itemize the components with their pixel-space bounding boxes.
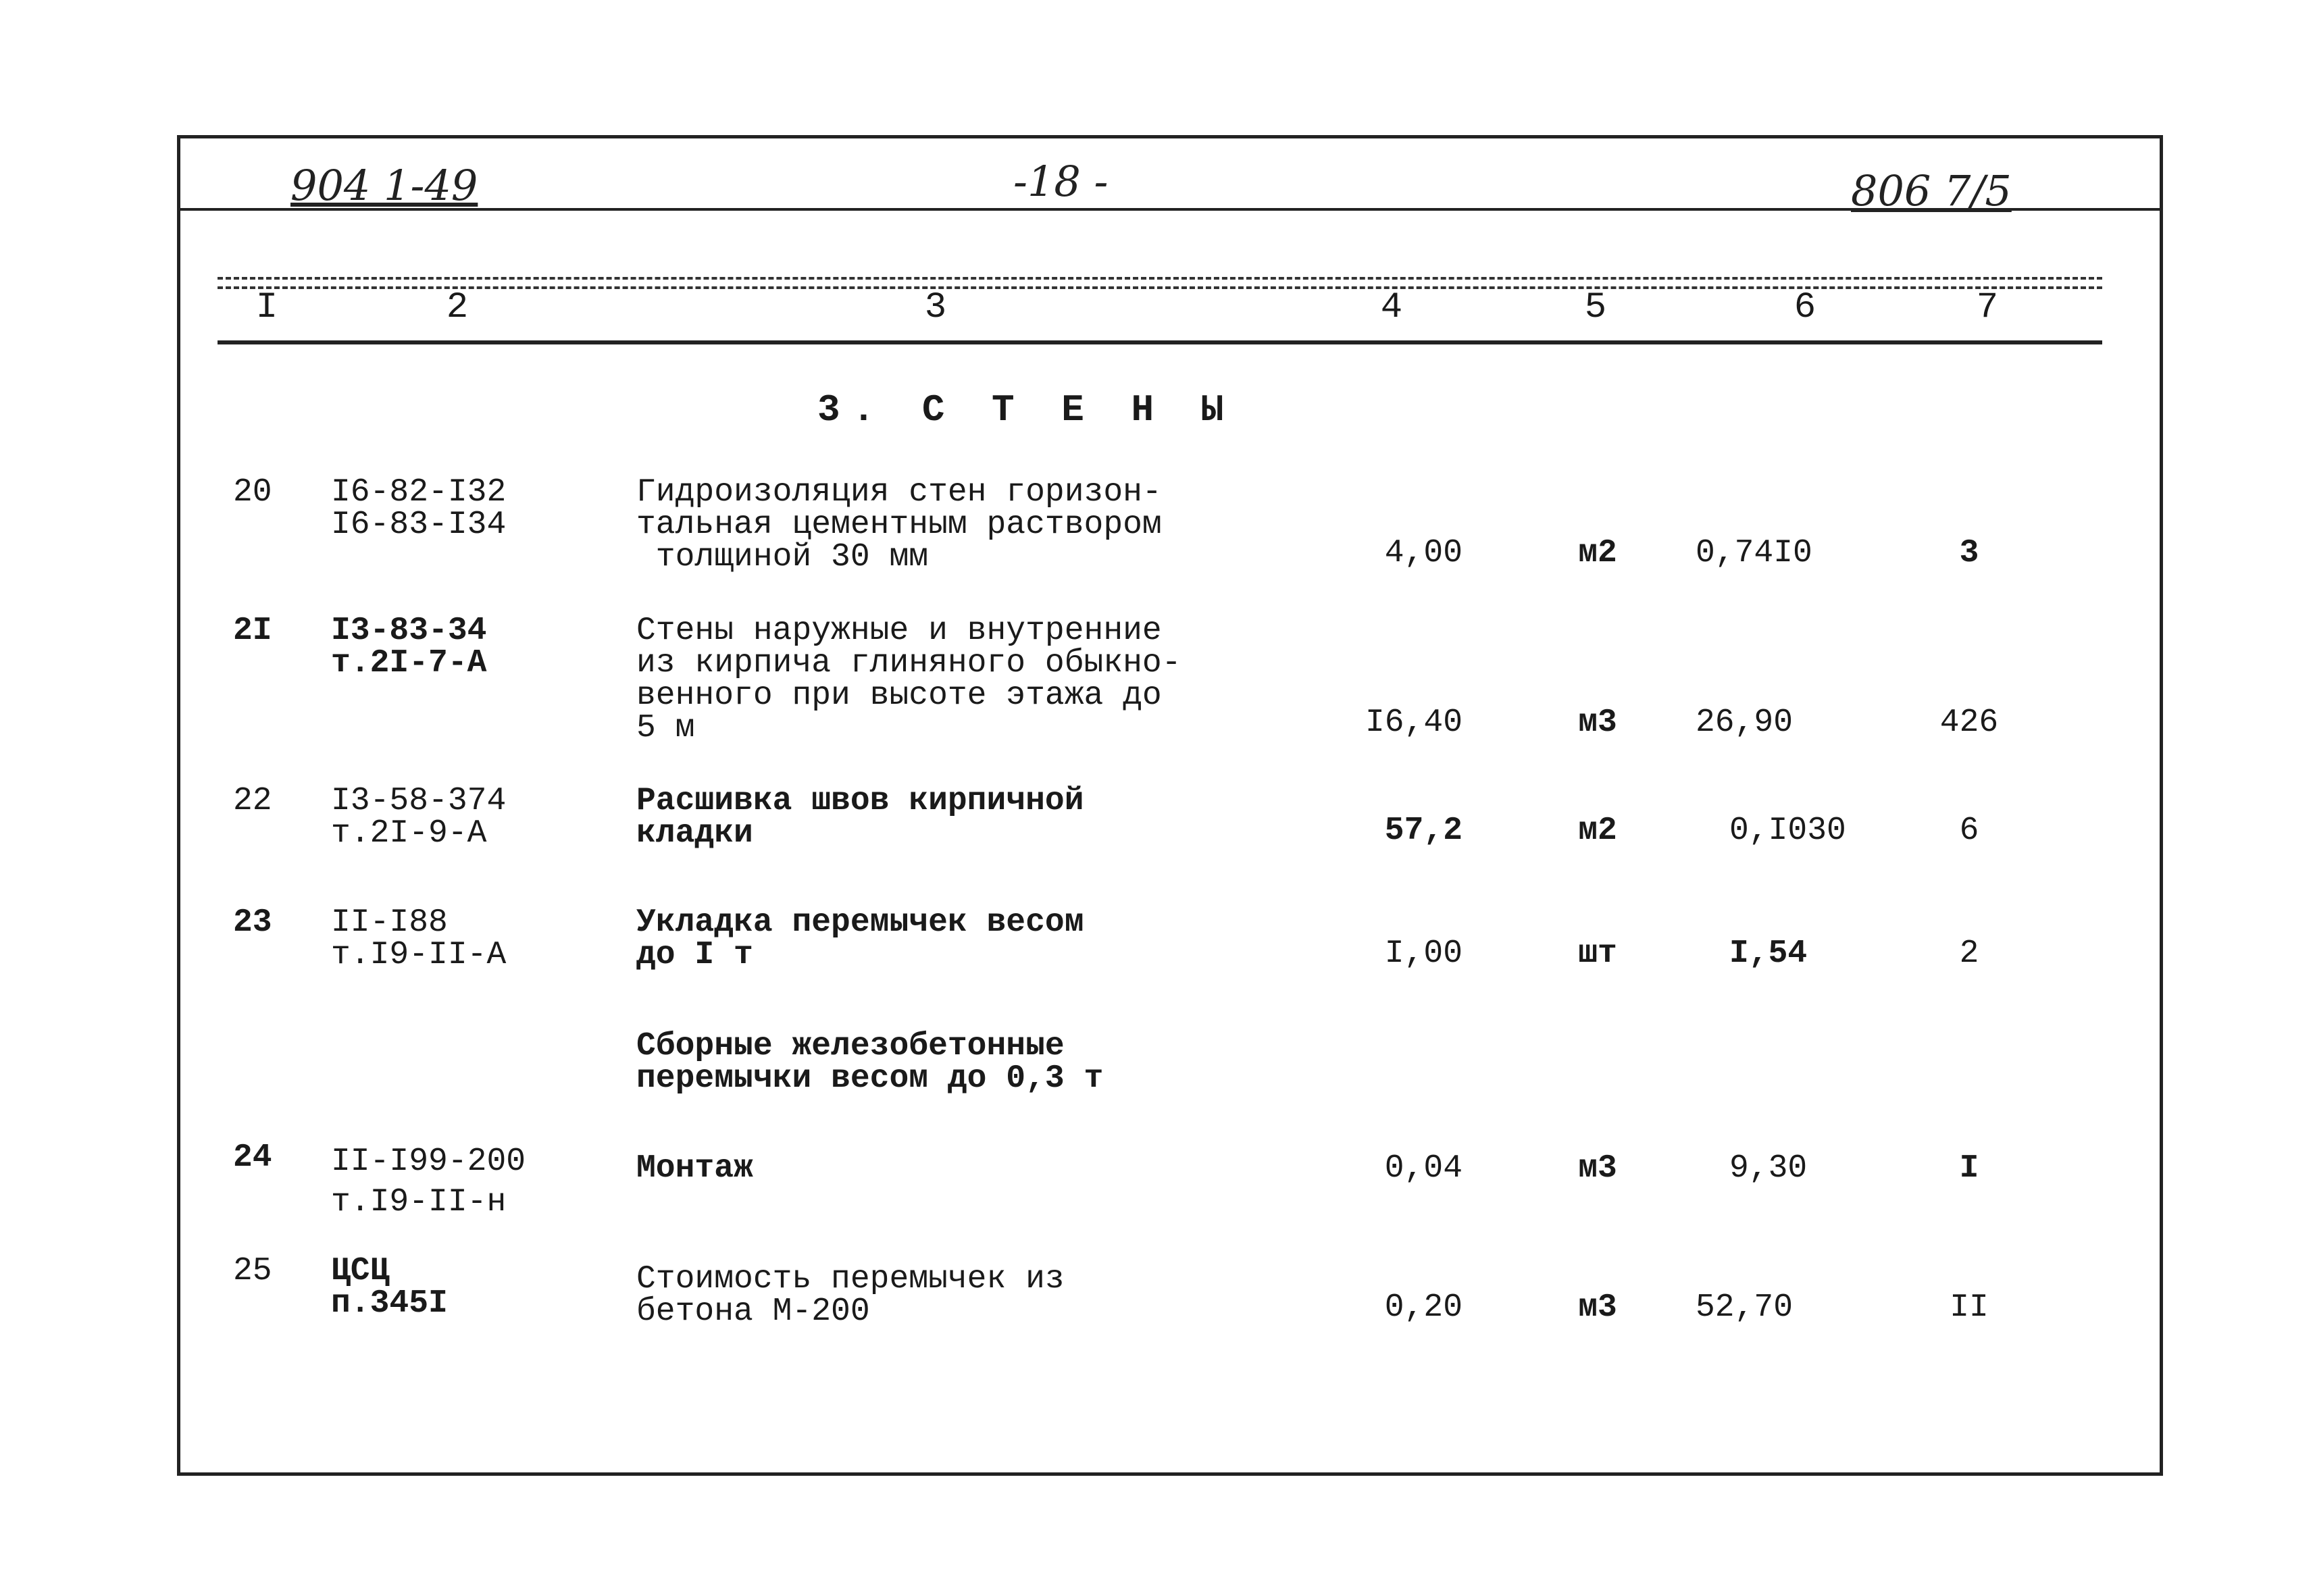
norm-code: II-I99-200 т.I9-II-н [331,1143,526,1220]
work-description: Гидроизоляция стен горизон- тальная цементным раствором толщиной 30 мм [636,474,1162,575]
total-cost: 3 [1959,535,1979,571]
row-number: 22 [233,783,272,819]
quantity: I6,40 [1365,704,1462,741]
row-number: 20 [233,474,272,511]
subheading-text: Сборные железобетонные перемычки весом до 0,3 т [636,1028,1104,1097]
norm-code: II-I88 т.I9-II-А [331,904,507,973]
section-title: 3. С Т Е Н Ы [817,388,1236,432]
work-description: Расшивка швов кирпичной кладки [636,783,1084,852]
row-number: 2I [233,613,272,649]
col-header-5: 5 [1584,287,1607,328]
total-cost: 2 [1959,935,1979,972]
total-cost: I [1959,1150,1979,1187]
col-header-3: 3 [924,287,947,328]
row-number: 23 [233,904,272,941]
unit: м3 [1578,1289,1617,1326]
unit: м2 [1578,535,1617,571]
quantity: 4,00 [1384,535,1462,571]
col-header-7: 7 [1976,287,1999,328]
col-header-6: 6 [1794,287,1816,328]
unit-price: 9,30 [1729,1150,1808,1187]
quantity: 0,04 [1384,1150,1462,1187]
unit: шт [1578,935,1617,972]
norm-code: I3-83-34 т.2I-7-А [331,613,487,681]
unit-price: 0,74I0 [1696,535,1812,571]
total-cost: 426 [1939,704,1999,741]
quantity: I,00 [1384,935,1462,972]
work-description: Стены наружные и внутренние из кирпича глиняного обыкно- венного при высоте этажа до 5 м [636,613,1181,746]
row-number: 25 [233,1253,272,1289]
quantity: 57,2 [1384,813,1462,849]
unit-price: 0,I030 [1729,813,1846,849]
total-cost: II [1950,1289,1989,1326]
quantity: 0,20 [1384,1289,1462,1326]
header-rule [218,340,2102,344]
norm-code: I6-82-I32 I6-83-I34 [331,474,507,543]
unit: м2 [1578,813,1617,849]
unit-price: I,54 [1729,935,1808,972]
unit: м3 [1578,704,1617,741]
page-number: -18 - [1013,157,1109,206]
row-number: 24 [233,1139,272,1176]
work-description: Стоимость перемычек из бетона М-200 [636,1261,1065,1330]
work-description: Монтаж [636,1150,753,1187]
norm-code: I3-58-374 т.2I-9-А [331,783,507,852]
document-code: 806 7/5 [1851,166,2012,215]
unit-price: 26,90 [1696,704,1794,741]
col-header-1: I [255,287,278,328]
album-stamp: 904 1-49 [290,161,478,210]
unit-price: 52,70 [1696,1289,1794,1326]
col-header-4: 4 [1380,287,1403,328]
work-description: Укладка перемычек весом до I т [636,904,1084,973]
norm-code: ЦСЦ п.345I [331,1253,448,1322]
total-cost: 6 [1959,813,1979,849]
col-header-2: 2 [446,287,469,328]
unit: м3 [1578,1150,1617,1187]
